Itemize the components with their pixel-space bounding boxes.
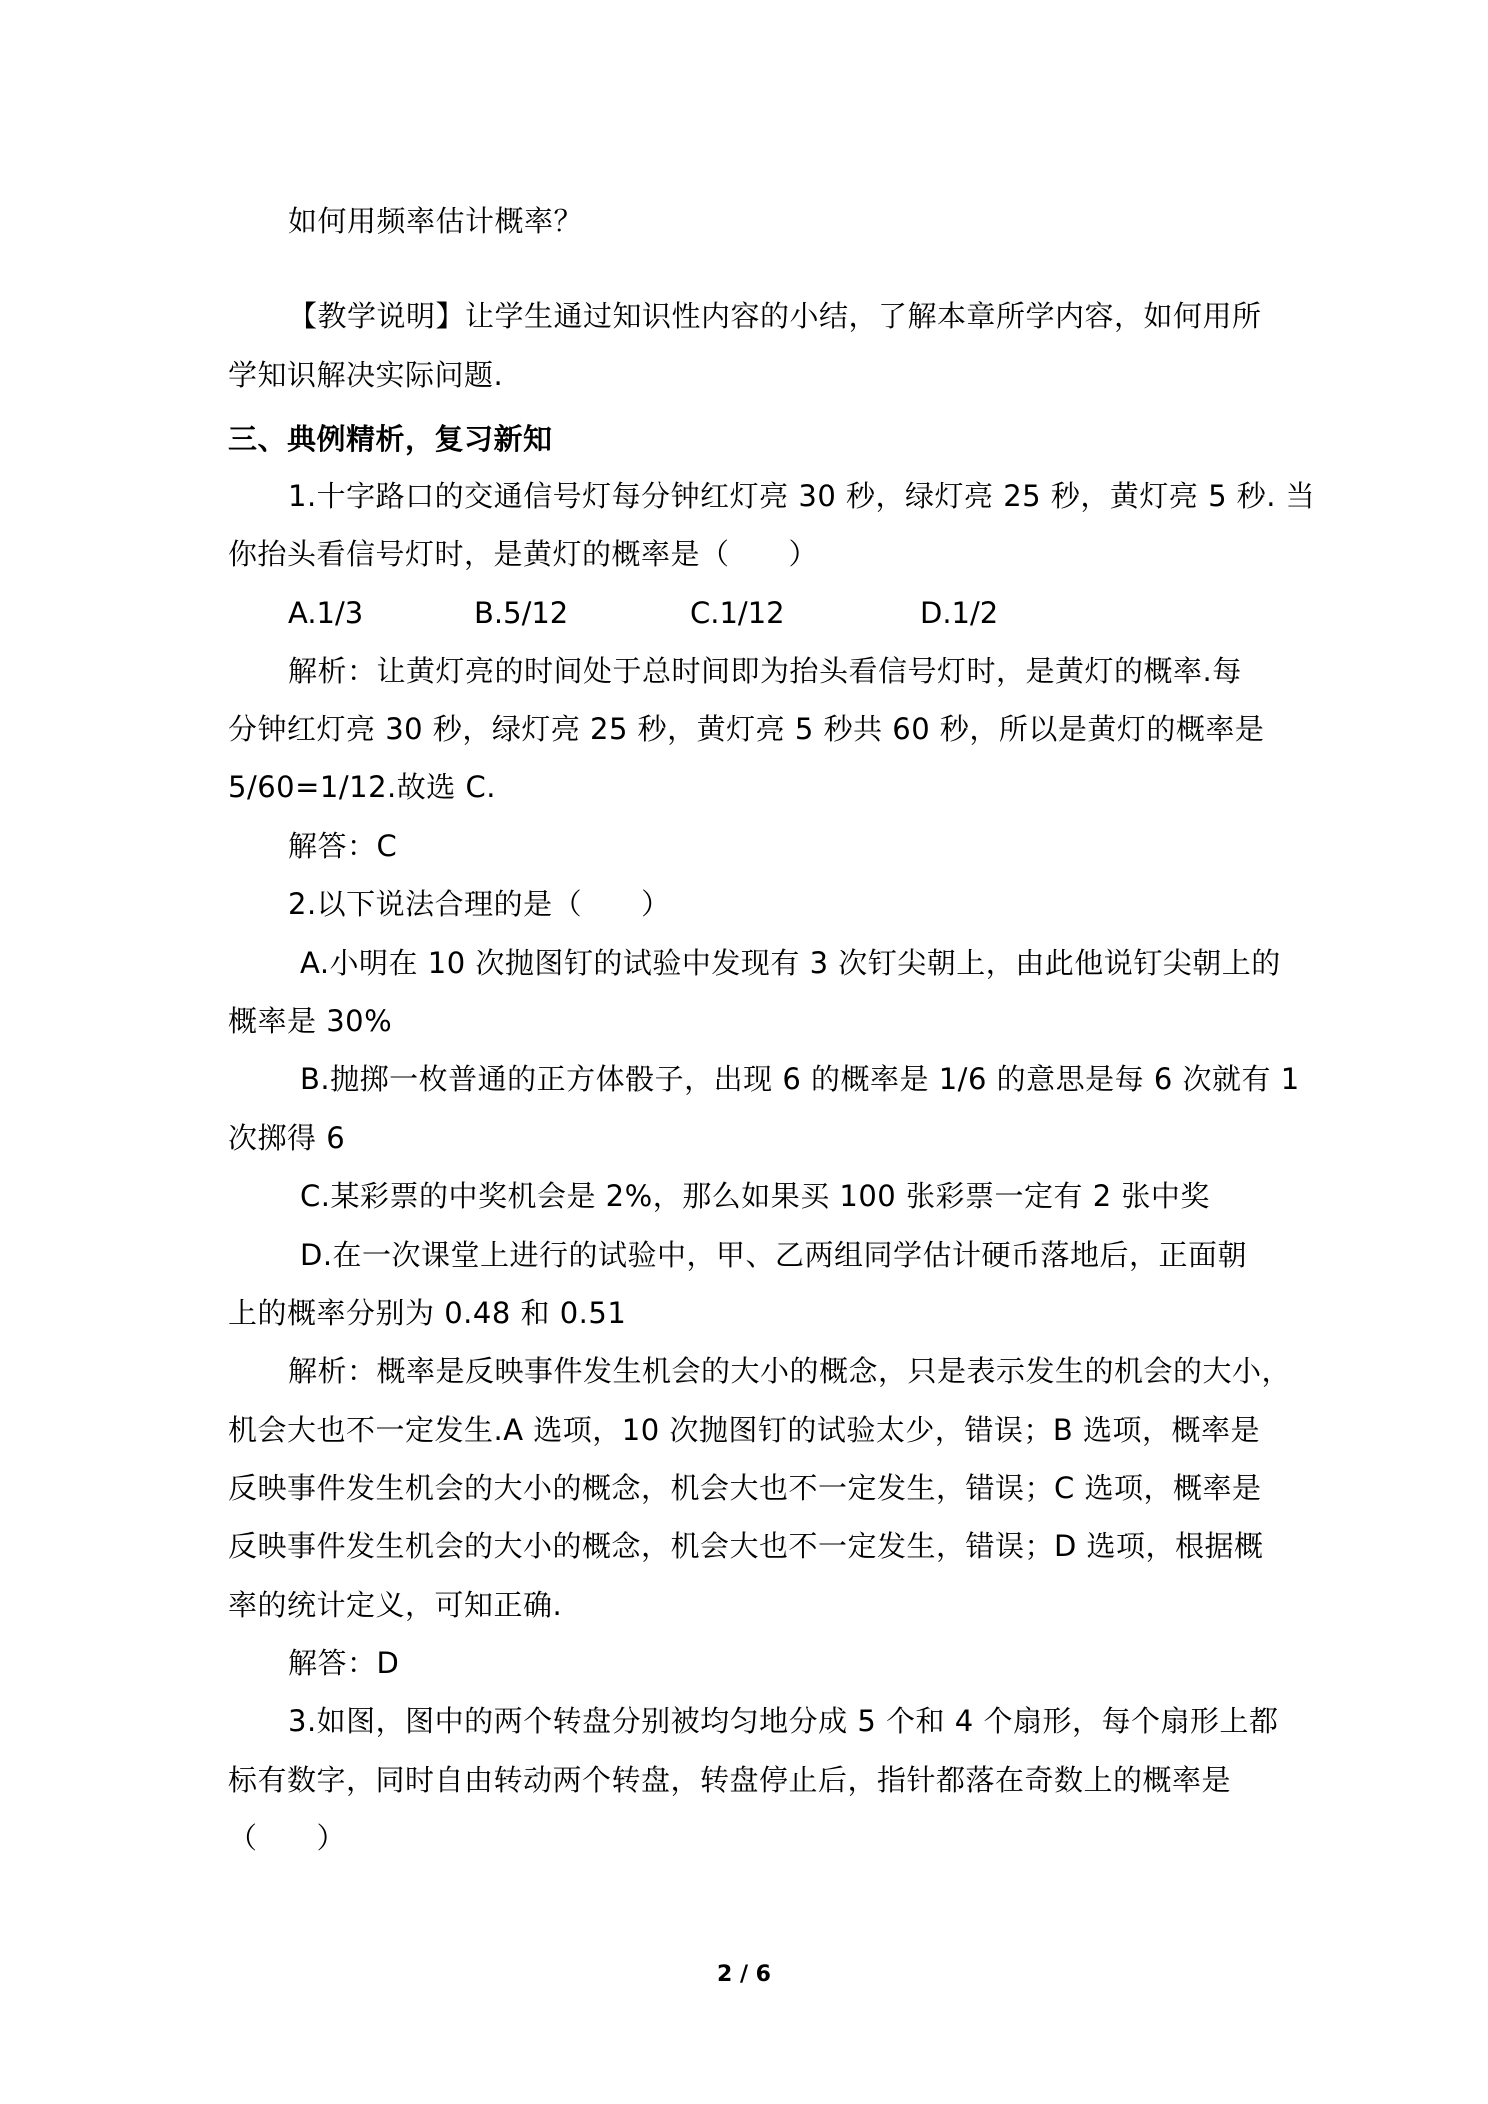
intro-question: 如何用频率估计概率？ bbox=[288, 204, 584, 238]
q2-answer: 解答：D bbox=[288, 1646, 400, 1680]
q1-analysis-line-3: 5/60=1/12.故选 C. bbox=[228, 770, 496, 804]
q3-stem-line-2: 标有数字，同时自由转动两个转盘，转盘停止后，指针都落在奇数上的概率是 bbox=[228, 1763, 1232, 1797]
q2-option-a-line-1: A.小明在 10 次抛图钉的试验中发现有 3 次钉尖朝上，由此他说钉尖朝上的 bbox=[300, 946, 1281, 980]
q1-stem-line-1: 1.十字路口的交通信号灯每分钟红灯亮 30 秒，绿灯亮 25 秒，黄灯亮 5 秒. 当 bbox=[288, 479, 1316, 513]
q1-option-d: D.1/2 bbox=[920, 596, 999, 630]
q2-stem: 2.以下说法合理的是（ ） bbox=[288, 887, 671, 921]
teaching-note-line-2: 学知识解决实际问题. bbox=[228, 358, 504, 392]
q1-option-c: C.1/12 bbox=[690, 596, 785, 630]
q3-stem-line-1: 3.如图，图中的两个转盘分别被均匀地分成 5 个和 4 个扇形，每个扇形上都 bbox=[288, 1704, 1279, 1738]
q2-option-d-line-2: 上的概率分别为 0.48 和 0.51 bbox=[228, 1296, 627, 1330]
q2-option-d-line-1: D.在一次课堂上进行的试验中，甲、乙两组同学估计硬币落地后，正面朝 bbox=[300, 1238, 1248, 1272]
q3-stem-line-3: （ ） bbox=[228, 1821, 347, 1855]
q2-analysis-line-2: 机会大也不一定发生.A 选项，10 次抛图钉的试验太少，错误；B 选项，概率是 bbox=[228, 1413, 1261, 1447]
q1-option-b: B.5/12 bbox=[474, 596, 569, 630]
q2-option-b-line-2: 次掷得 6 bbox=[228, 1121, 346, 1155]
q2-analysis-line-3: 反映事件发生机会的大小的概念，机会大也不一定发生，错误；C 选项，概率是 bbox=[228, 1471, 1262, 1505]
q2-analysis-line-4: 反映事件发生机会的大小的概念，机会大也不一定发生，错误；D 选项，根据概 bbox=[228, 1529, 1264, 1563]
section-heading: 三、典例精析，复习新知 bbox=[228, 422, 553, 456]
q1-analysis-line-2: 分钟红灯亮 30 秒，绿灯亮 25 秒，黄灯亮 5 秒共 60 秒，所以是黄灯的概率是 bbox=[228, 712, 1265, 746]
q2-option-a-line-2: 概率是 30% bbox=[228, 1004, 393, 1038]
page-number: 2 / 6 bbox=[717, 1962, 771, 1987]
q2-analysis-line-1: 解析：概率是反映事件发生机会的大小的概念，只是表示发生的机会的大小， bbox=[288, 1354, 1292, 1388]
q1-analysis-line-1: 解析：让黄灯亮的时间处于总时间即为抬头看信号灯时，是黄灯的概率.每 bbox=[288, 654, 1242, 688]
q1-answer: 解答：C bbox=[288, 829, 398, 863]
teaching-note-line-1: 【教学说明】让学生通过知识性内容的小结，了解本章所学内容，如何用所 bbox=[288, 299, 1262, 333]
q2-analysis-line-5: 率的统计定义，可知正确. bbox=[228, 1588, 563, 1622]
q1-stem-line-2: 你抬头看信号灯时，是黄灯的概率是（ ） bbox=[228, 537, 819, 571]
q2-option-c: C.某彩票的中奖机会是 2%，那么如果买 100 张彩票一定有 2 张中奖 bbox=[300, 1179, 1210, 1213]
q1-option-a: A.1/3 bbox=[288, 596, 364, 630]
q2-option-b-line-1: B.抛掷一枚普通的正方体骰子，出现 6 的概率是 1/6 的意思是每 6 次就有 1 bbox=[300, 1062, 1300, 1096]
